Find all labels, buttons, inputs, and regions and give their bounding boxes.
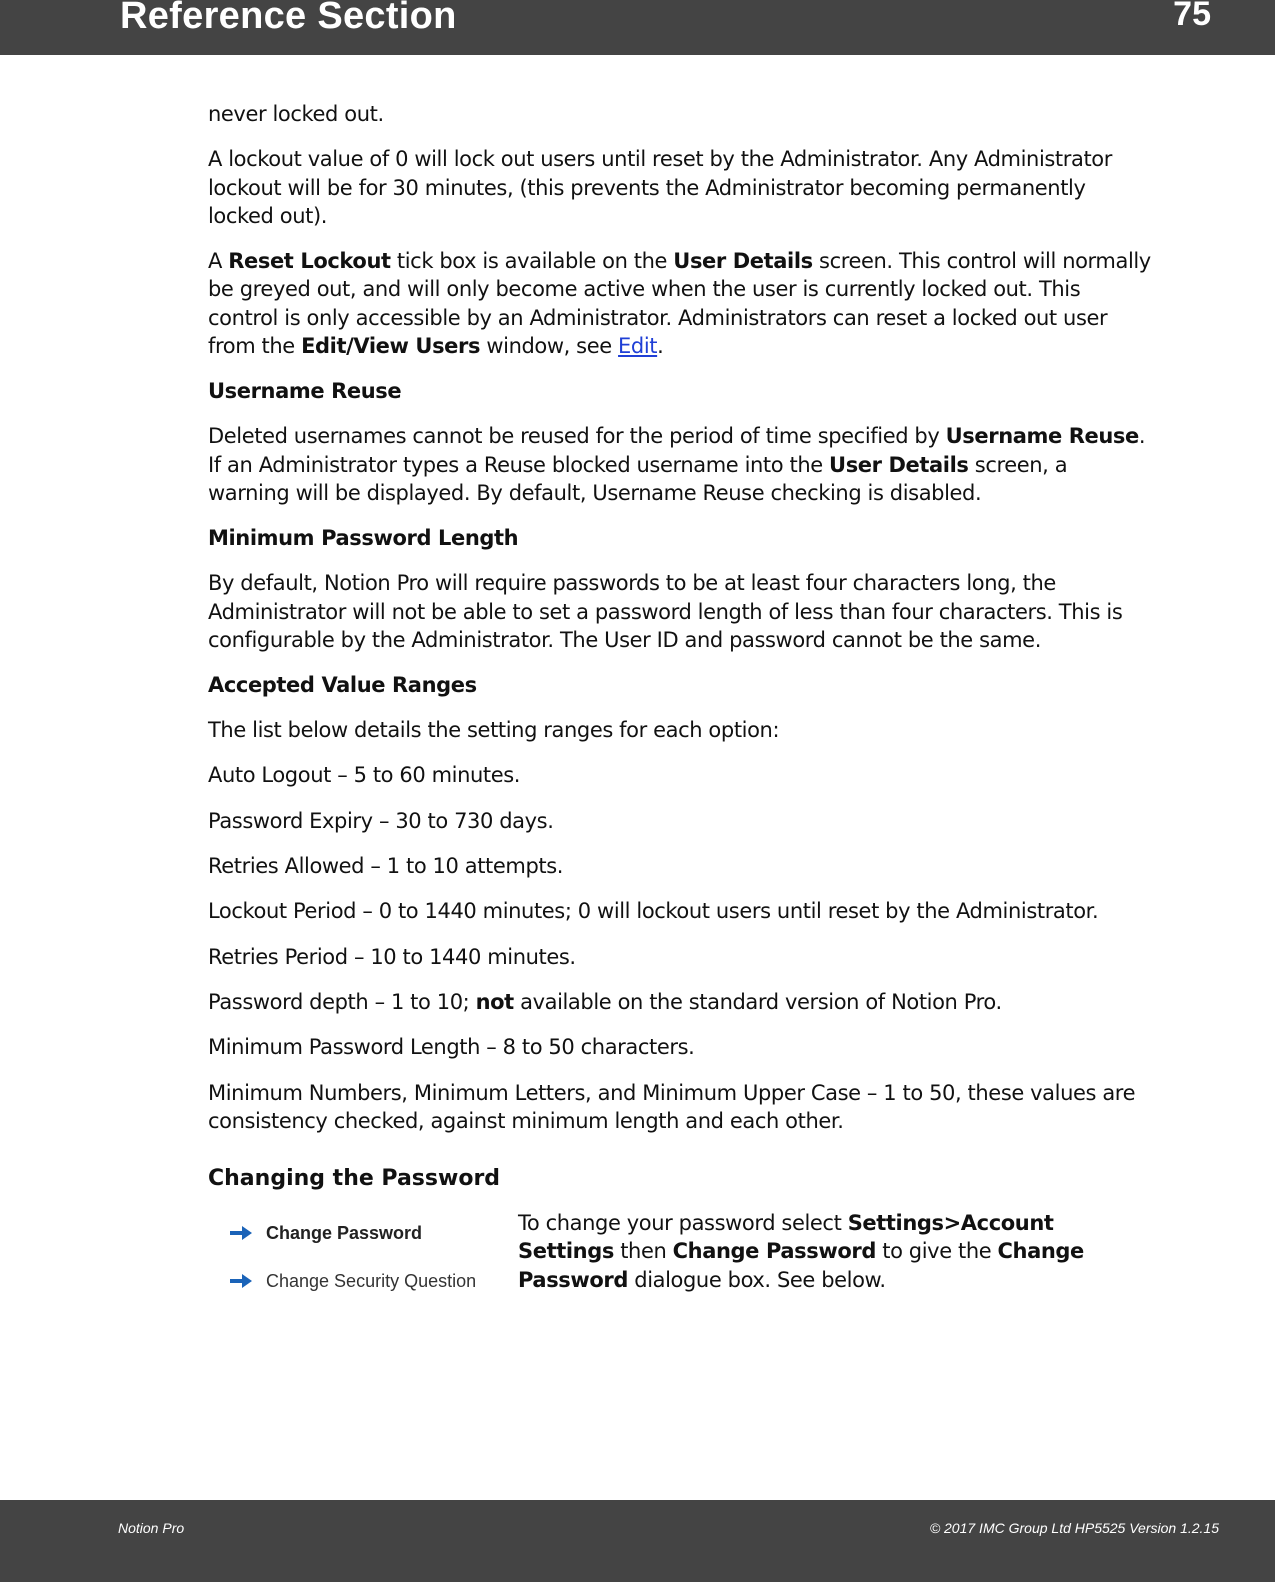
paragraph-ranges-intro: The list below details the setting ranges for each option: xyxy=(208,718,780,743)
footer-product-name: Notion Pro xyxy=(118,1520,185,1536)
paragraph-minimum-password-length: By default, Notion Pro will require passwords to be at least four characters long, the Administrator will not be able to set a password length of less than four characters. This is configurable by the Administrator. The User ID and password cannot be the same. xyxy=(208,571,1123,652)
heading-username-reuse: Username Reuse xyxy=(208,379,402,404)
range-minimum-numbers: Minimum Numbers, Minimum Letters, and Minimum Upper Case – 1 to 50, these values are consistency checked, against minimum length and each other. xyxy=(208,1080,1136,1133)
range-minimum-password-length: Minimum Password Length – 8 to 50 characters. xyxy=(208,1035,695,1060)
menu-item-change-password[interactable] xyxy=(228,1209,518,1257)
menu-item-change-security-question[interactable] xyxy=(228,1257,518,1305)
arrow-right-icon xyxy=(228,1271,254,1291)
range-password-expiry: Password Expiry – 30 to 730 days. xyxy=(208,808,554,833)
edit-link[interactable]: Edit xyxy=(618,334,658,359)
page-number: 75 xyxy=(1173,0,1211,33)
range-password-depth: Password depth – 1 to 10; not available on the standard version of Notion Pro. xyxy=(208,989,1002,1014)
change-password-section xyxy=(208,1209,1153,1311)
page-body xyxy=(208,100,1153,1311)
range-retries-period: Retries Period – 10 to 1440 minutes. xyxy=(208,944,576,969)
page-header xyxy=(0,0,1275,55)
range-auto-logout: Auto Logout – 5 to 60 minutes. xyxy=(208,763,521,788)
page-footer xyxy=(0,1500,1275,1582)
paragraph-change-password: To change your password select Settings>Account Settings then Change Password to give the Change Password dialogue box. See below. xyxy=(518,1211,1084,1292)
paragraph-lockout-zero: A lockout value of 0 will lock out users until reset by the Administrator. Any Administrator lockout will be for 30 minutes, (this prevents the Administrator becoming permanently locked out). xyxy=(208,147,1112,228)
range-retries-allowed: Retries Allowed – 1 to 10 attempts. xyxy=(208,854,564,879)
paragraph-reset-lockout: A Reset Lockout tick box is available on the User Details screen. This control will normally be greyed out, and will only become active when the user is currently locked out. This control is only accessible by an Administrator. Administrators can reset a locked out user from the Edit/View Users window, see Edit. xyxy=(208,249,1151,359)
menu-item-label: Change Security Question xyxy=(266,1270,477,1291)
menu-item-label: Change Password xyxy=(266,1222,423,1243)
heading-accepted-value-ranges: Accepted Value Ranges xyxy=(208,673,477,698)
arrow-right-icon xyxy=(228,1223,254,1243)
settings-menu-image xyxy=(208,1209,518,1311)
paragraph-username-reuse: Deleted usernames cannot be reused for the period of time specified by Username Reuse. If an Administrator types a Reuse blocked username into the User Details screen, a warning will be displayed. By default, Username Reuse checking is disabled. xyxy=(208,424,1146,505)
heading-minimum-password-length: Minimum Password Length xyxy=(208,526,519,551)
range-lockout-period: Lockout Period – 0 to 1440 minutes; 0 will lockout users until reset by the Administrator. xyxy=(208,899,1099,924)
heading-changing-the-password: Changing the Password xyxy=(208,1166,501,1192)
footer-copyright: © 2017 IMC Group Ltd HP5525 Version 1.2.15 xyxy=(929,1520,1219,1536)
section-title: Reference Section xyxy=(120,0,457,37)
paragraph-never-locked: never locked out. xyxy=(208,102,384,126)
